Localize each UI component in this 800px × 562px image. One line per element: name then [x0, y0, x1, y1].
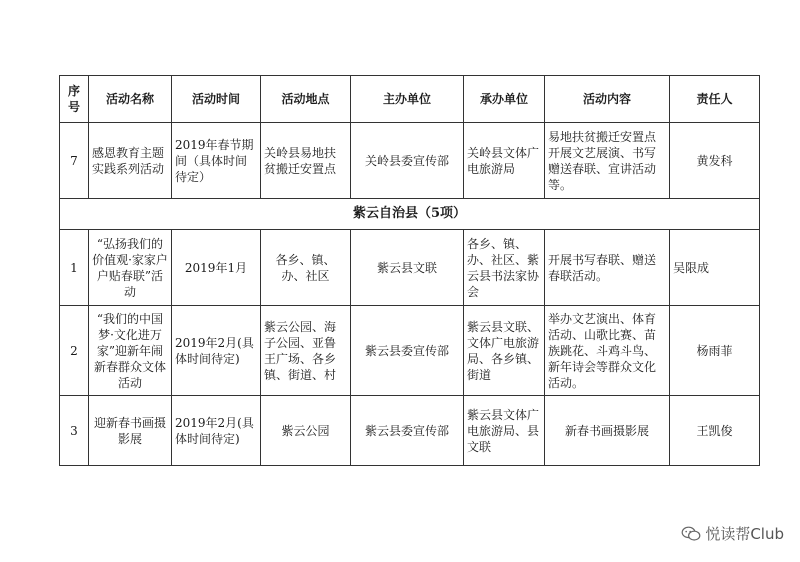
cell-person: 王凯俊: [670, 396, 760, 466]
cell-time: 2019年1月: [172, 230, 261, 306]
cell-time: 2019年2月(具体时间待定): [172, 396, 261, 466]
cell-organizer: 关岭县文体广电旅游局: [464, 123, 545, 199]
cell-content: 举办文艺演出、体育活动、山歌比赛、苗族跳花、斗鸡斗鸟、新年诗会等群众文化活动。: [545, 306, 670, 396]
cell-content: 开展书写春联、赠送春联活动。: [545, 230, 670, 306]
cell-person: 杨雨菲: [670, 306, 760, 396]
cell-place: 各乡、镇、办、社区: [261, 230, 351, 306]
cell-organizer: 各乡、镇、办、社区、紫云县书法家协会: [464, 230, 545, 306]
cell-place: 关岭县易地扶贫搬迁安置点: [261, 123, 351, 199]
cell-person: 黄发科: [670, 123, 760, 199]
wechat-icon: [681, 526, 701, 542]
cell-no: 7: [60, 123, 89, 199]
watermark: [681, 523, 784, 544]
section-row: [60, 199, 760, 230]
header-person: 责任人: [670, 76, 760, 123]
cell-place: 紫云公园: [261, 396, 351, 466]
header-place: 活动地点: [261, 76, 351, 123]
cell-no: 1: [60, 230, 89, 306]
watermark-text: 悦读帮Club: [705, 525, 784, 543]
cell-name: 感恩教育主题实践系列活动: [89, 123, 172, 199]
activity-table: [59, 75, 760, 466]
cell-no: 2: [60, 306, 89, 396]
header-name: 活动名称: [89, 76, 172, 123]
cell-time: 2019年2月(具体时间待定): [172, 306, 261, 396]
cell-content: 易地扶贫搬迁安置点开展文艺展演、书写赠送春联、宣讲活动等。: [545, 123, 670, 199]
cell-person: 吴限成: [670, 230, 760, 306]
table-row: [60, 396, 760, 466]
cell-time: 2019年春节期间（具体时间待定）: [172, 123, 261, 199]
table-row: [60, 123, 760, 199]
header-time: 活动时间: [172, 76, 261, 123]
section-title: 紫云自治县（5项）: [60, 199, 760, 230]
cell-host: 紫云县委宣传部: [351, 306, 464, 396]
cell-name: 迎新春书画摄影展: [89, 396, 172, 466]
header-host: 主办单位: [351, 76, 464, 123]
cell-host: 紫云县委宣传部: [351, 396, 464, 466]
header-content: 活动内容: [545, 76, 670, 123]
cell-organizer: 紫云县文联、文体广电旅游局、各乡镇、街道: [464, 306, 545, 396]
header-organizer: 承办单位: [464, 76, 545, 123]
cell-host: 紫云县文联: [351, 230, 464, 306]
cell-place: 紫云公园、海子公园、亚鲁王广场、各乡镇、街道、村: [261, 306, 351, 396]
cell-organizer: 紫云县文体广电旅游局、县文联: [464, 396, 545, 466]
cell-content: 新春书画摄影展: [545, 396, 670, 466]
table-row: [60, 306, 760, 396]
cell-host: 关岭县委宣传部: [351, 123, 464, 199]
header-row: [60, 76, 760, 123]
cell-no: 3: [60, 396, 89, 466]
cell-name: “我们的中国梦·文化进万家”迎新年闹新春群众文体活动: [89, 306, 172, 396]
cell-name: “弘扬我们的价值观·家家户户贴春联”活动: [89, 230, 172, 306]
table-row: [60, 230, 760, 306]
header-no: 序号: [60, 76, 89, 123]
